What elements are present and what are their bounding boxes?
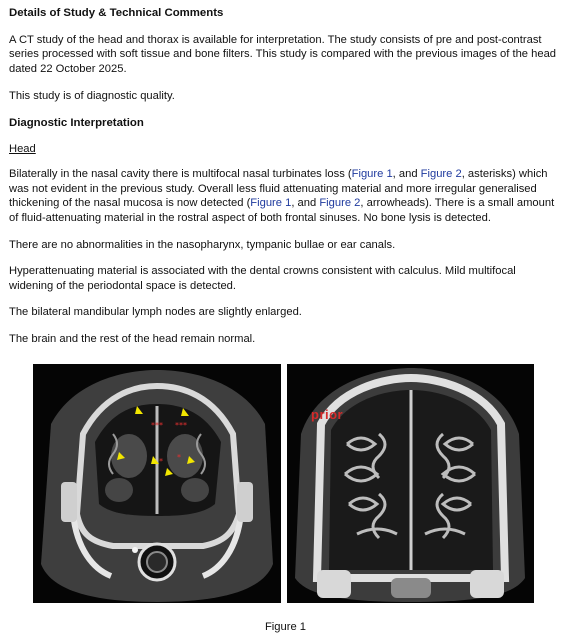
nasal-text-5: , arrowheads). There is a small amount of fluid-attenuating material in the rostral aspect of both frontal sinuses. No bone lysis is detected.: [9, 197, 555, 224]
prior-label: prior: [311, 407, 344, 422]
section-title: Details of Study & Technical Comments: [9, 7, 224, 19]
svg-text:*: *: [159, 457, 163, 466]
nasal-text-2: , and: [392, 168, 421, 181]
nasal-text-3: , asterisks) which was not evident in the previous study. Overall less fluid attenuating material and more irregular generalised thickening of the nasal mucosa is now detected (: [9, 168, 548, 210]
ct-image-current: [33, 364, 281, 603]
figure-2-link-2[interactable]: Figure 2: [319, 197, 361, 210]
nasal-text-1: Bilaterally in the nasal cavity there is multifocal nasal turbinates loss (: [9, 168, 352, 181]
figure-2-link[interactable]: Figure 2: [420, 168, 462, 181]
report-text: [9, 6, 561, 347]
lymph-paragraph: The bilateral mandibular lymph nodes are slightly enlarged.: [9, 306, 302, 319]
nasal-paragraph: [9, 167, 561, 225]
nasopharynx-paragraph: There are no abnormalities in the nasopharynx, tympanic bullae or ear canals.: [9, 238, 396, 251]
figure-1-link-2[interactable]: Figure 1: [250, 197, 292, 210]
figure-1-link[interactable]: Figure 1: [351, 168, 393, 181]
figure-caption: Figure 1: [264, 621, 307, 633]
svg-text:*: *: [177, 453, 181, 462]
ct-scan-prior-illustration: [287, 364, 534, 603]
svg-text:***: ***: [151, 421, 163, 430]
interpretation-title: Diagnostic Interpretation: [9, 116, 144, 129]
ct-image-prior: [287, 364, 534, 603]
quality-statement: This study is of diagnostic quality.: [9, 90, 175, 103]
ct-scan-current-illustration: [33, 364, 281, 603]
region-heading: Head: [9, 142, 36, 155]
study-paragraph: A CT study of the head and thorax is available for interpretation. The study consists of pre and post-contrast series processed with soft tissue and bone filters. This study is compared with the previous images of the head dated 22 October 2025.: [9, 33, 557, 75]
nasal-text-4: , and: [291, 197, 320, 210]
brain-paragraph: The brain and the rest of the head remain normal.: [9, 332, 256, 345]
svg-text:***: ***: [175, 421, 187, 430]
dental-paragraph: Hyperattenuating material is associated with the dental crowns consistent with calculus. Mild multifocal widening of the periodontal space is detected.: [9, 265, 516, 292]
